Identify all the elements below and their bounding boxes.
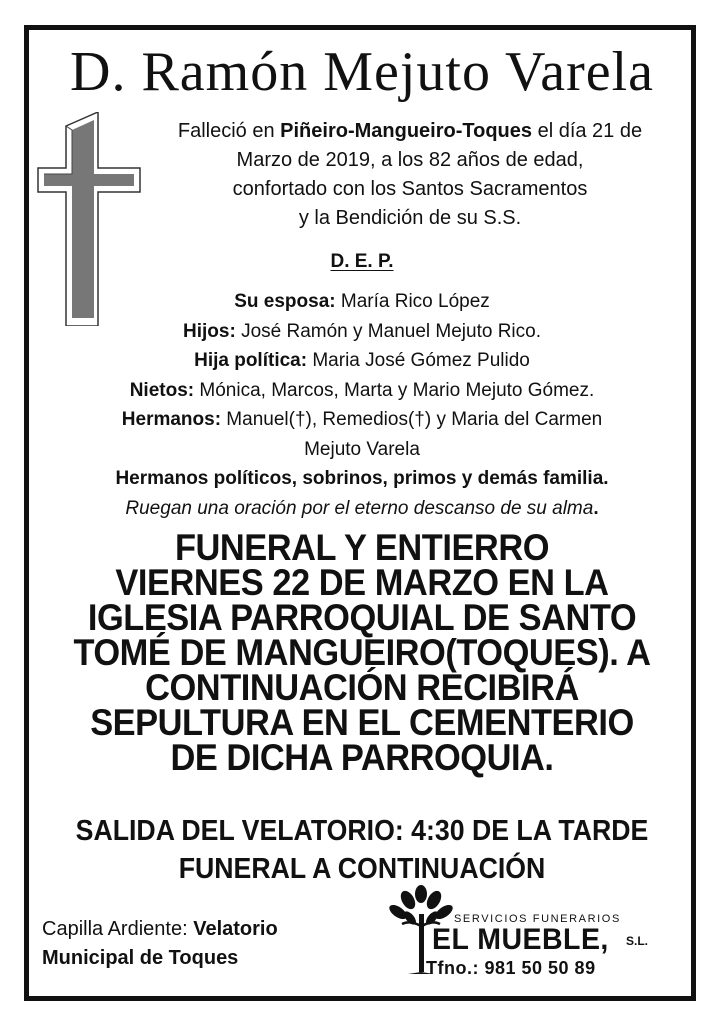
death-announcement <box>136 117 684 233</box>
funeral-details <box>25 527 698 778</box>
logo-name: EL MUEBLE, <box>432 923 609 956</box>
daughter-in-law-line: Hija política: Maria José Gómez Pulido <box>194 350 530 371</box>
funeral-line: TOMÉ DE MANGUEIRO(TOQUES). A <box>73 632 651 673</box>
funeral-line: IGLESIA PARROQUIAL DE SANTO <box>87 597 637 638</box>
logo-suffix: S.L. <box>626 934 649 948</box>
funeral-followup: FUNERAL A CONTINUACIÓN <box>178 853 546 885</box>
chapel-info <box>42 915 278 973</box>
spouse-line: Su esposa: María Rico López <box>234 291 490 312</box>
deceased-name: D. Ramón Mejuto Varela <box>70 41 654 103</box>
dep-heading: D. E. P. <box>330 251 394 272</box>
chapel-line-1: Capilla Ardiente: Velatorio <box>42 918 278 940</box>
departure-info <box>29 812 695 888</box>
prayer-line: Ruegan una oración por el eterno descanso de su alma. <box>125 497 599 519</box>
logo-subtitle: SERVICIOS FUNERARIOS <box>454 913 621 925</box>
funeral-line: FUNERAL Y ENTIERRO <box>174 527 550 568</box>
children-line: Hijos: José Ramón y Manuel Mejuto Rico. <box>183 320 541 342</box>
logo-phone: Tfno.: 981 50 50 89 <box>426 958 596 978</box>
siblings-line: Hermanos: Manuel(†), Remedios(†) y Maria del Carmen <box>121 409 603 430</box>
intro-line-4: y la Bendición de su S.S. <box>298 207 522 229</box>
death-place: Piñeiro-Mangueiro-Toques <box>280 120 533 142</box>
funeral-line: CONTINUACIÓN RECIBIRÁ <box>145 667 579 708</box>
grandchildren-line: Nietos: Mónica, Marcos, Marta y Mario Mejuto Gómez. <box>129 379 595 401</box>
intro-line-3: confortado con los Santos Sacramentos <box>232 178 588 200</box>
funeral-line: VIERNES 22 DE MARZO EN LA <box>115 562 609 603</box>
funeral-line: SEPULTURA EN EL CEMENTERIO <box>90 702 634 743</box>
departure-time: SALIDA DEL VELATORIO: 4:30 DE LA TARDE <box>75 815 649 847</box>
chapel-line-2: Municipal de Toques <box>42 947 239 969</box>
intro-line-1: Falleció en Piñeiro-Mangueiro-Toques el día 21 de <box>177 120 643 142</box>
funeral-line: DE DICHA PARROQUIA. <box>170 737 554 778</box>
siblings-line-continued: Mejuto Varela <box>304 438 420 460</box>
other-relatives-line: Hermanos políticos, sobrinos, primos y demás familia. <box>115 468 609 489</box>
funeral-home-logo <box>388 884 658 979</box>
intro-line-2: Marzo de 2019, a los 82 años de edad, <box>236 149 584 171</box>
family-list <box>0 287 724 523</box>
